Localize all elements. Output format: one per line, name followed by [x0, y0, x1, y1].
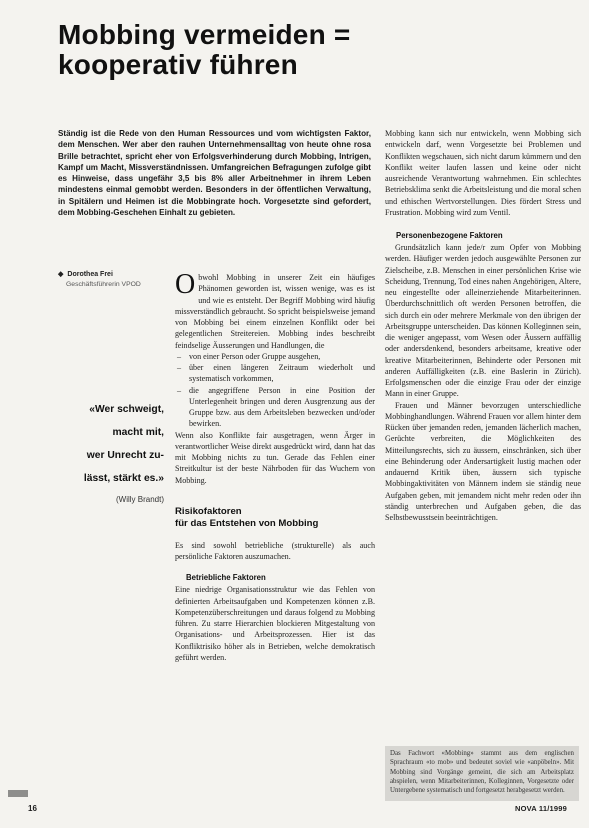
byline-role: Geschäftsführerin VPOD [66, 280, 141, 288]
margin-bar [8, 790, 28, 797]
section-heading [175, 506, 375, 530]
article-column-1 [175, 269, 375, 663]
issue-label: NOVA 11/1999 [515, 804, 568, 813]
body-paragraph: Wenn also Konflikte fair ausgetragen, wenn Ärger in verantwortlicher Weise direkt ausgedrückt wird, dann hat das mit Mobbing nichts zu tun. Gerade das Fehlen einer Streitkultur ist der beste Nährboden für das Wuchern von Mobbing. [175, 430, 375, 485]
pull-quote [58, 398, 164, 510]
sub-heading: Betriebliche Faktoren [186, 573, 266, 583]
pull-quote-source: (Willy Brandt) [115, 495, 164, 504]
body-paragraph: Mobbing kann sich nur entwickeln, wenn Mobbing sich entwickeln darf, wenn Vorgesetzte bei Problemen und Konflikten wegschauen, sich nicht darum kümmern und den Konflikt weiter laufen lassen und keine oder nicht ausreichende Verantwortung wahrnehmen. Ein schlechtes Betriebsklima senkt die Arbeitsleistung und die moral schen und ethischen Wertvorstellungen. Dies fördert Stress und Frustration. Mobbing wird zum Ventil. [385, 129, 581, 217]
pull-quote-line: macht mit, [112, 427, 164, 438]
body-paragraph: Frauen und Männer bevorzugen unterschiedliche Mobbinghandlungen. Während Frauen vor allem hinter dem Rücken über jemanden reden, jemanden lächerlich machen, Gerüchte verbreiten, die Möglichkeiten des Mitteilungsrechts, sich zu äussern, einschränken, sich über eine Behinderung oder Andersartigkeit lustig machen oder andauernd Kritik üben, äussern sich typische Mobbingaktivitäten von Männern indem sie ständig neue Aufgaben geben, mit jemandem nicht mehr reden oder ihn ständig unterbrechen und Aufgaben geben, die das Selbstbewusstsein beeinträchtigen. [385, 400, 581, 522]
list-item: – die angegriffene Person in eine Position der Unterlegenheit bringen und deren Ausgrenzung aus der Gruppe bzw. aus dem Arbeitsleben bezwecken und/oder bewirken. [175, 385, 375, 430]
article-column-2 [385, 128, 581, 523]
pull-quote-line: lässt, stärkt es.» [83, 473, 164, 484]
title-line-1: Mobbing vermeiden = [58, 19, 351, 50]
body-paragraph: Es sind sowohl betriebliche (strukturelle) als auch persönliche Faktoren auszumachen. [175, 540, 375, 561]
byline [58, 270, 164, 289]
pull-quote-line: «Wer schweigt, [89, 404, 164, 415]
pull-quote-line: wer Unrecht zu- [86, 450, 164, 461]
intro-paragraph [175, 269, 375, 351]
info-box: Das Fachwort «Mobbing» stammt aus dem englischen Sprachraum «to mob» und bedeutet soviel wie «anpöbeln». Mit Mobbing sind Vorgänge gemeint, die sich am Arbeitsplatz abspielen, wenn Mitarbeiterinnen, Kolleginnen, Vorgesetzte oder Untergebene systematisch und fortgesetzt herabgesetzt werden. [385, 746, 579, 801]
drop-cap: O [175, 269, 196, 300]
section-heading-line-1: Risikofaktoren [175, 505, 242, 517]
lead-paragraph: Ständig ist die Rede von den Human Ressources und vom wichtigsten Faktor, dem Menschen. Wer aber den rauhen Unternehmensalltag von heute ohne rosa Brille betrachtet, spricht eher von Erfolgsverhinderung durch Mobbing, Intrigen, Kampf um Macht, Missverständnissen. Umfangreichen Befragungen zufolge gibt es Hinweise, dass ungefähr 3,5 bis 8% aller Arbeitnehmer in ihrem Leben mindestens einmal gemobbt werden. Besonders in der öffentlichen Verwaltung, in Spitälern und Heimen ist die Mobbingrate hoch. Vorgesetzte sind gefordert, dem Mobbing-Geschehen Einhalt zu gebieten. [58, 129, 371, 218]
byline-author: ◆ Dorothea Frei [58, 270, 164, 280]
title-line-2: kooperativ führen [58, 49, 298, 80]
page-number: 16 [28, 804, 37, 813]
body-paragraph: Grundsätzlich kann jede/r zum Opfer von Mobbing werden. Häufiger werden jedoch ausgewählte Personen zur Zielscheibe, z.B. Menschen in einer persönlichen Krise wie Scheidung, Trennung, Tod eines nahen Angehörigen, Altere, neu eingestellte oder alleinerziehende Mitarbeiterinnen. Überdurchschnittlich oft werden Personen betroffen, die sich durch ein oder mehrere Merkmale von den übrigen der Arbeitsgruppe unterscheiden. Das können Kolleginnen sein, die weniger angepasst, vom Wesen oder Äussern auffällig oder andersdenkend, besonders arbeitsame, kreative oder kreative Mitarbeiterinnen, Behinderte oder Personen mit anderen Auffälligkeiten (z.B. eine Baslerin in Zürich). Erfolgsmenschen oder die einzige Frau oder der einzige Mann in einer Gruppe. [385, 243, 581, 399]
article-title [58, 20, 538, 80]
body-paragraph: Eine niedrige Organisationsstruktur wie das Fehlen von definierten Arbeitsaufgaben und Kompetenzen können z.B. Kompetenzüberschreitungen und daraus folgend zu Mobbing führen. Zu starre Hierarchien blockieren Mitgestaltung von Organisations- und Arbeitsprozessen. Hier ist das Konfliktrisiko höher als in Betrieben, welche demokratisch geführt werden. [175, 585, 375, 662]
sub-heading: Personenbezogene Faktoren [396, 231, 503, 240]
section-heading-line-2: für das Entstehen von Mobbing [175, 517, 319, 529]
intro-text: bwohl Mobbing in unserer Zeit ein häufiges Phänomen geworden ist, wissen wenige, was es ist und wie es entsteht. Der Begriff Mobbing wird häufig missverständlich gebraucht. So spricht beispielsweise jemand von Mobbing bei einem einzelnen Konflikt oder bei gelegentlichen Streitereien. Mobbing indes beschreibt feindselige Äusserungen und Handlungen, die [175, 273, 375, 350]
definition-list [175, 351, 375, 430]
list-item: – über einen längeren Zeitraum wiederholt und systematisch vorkommen, [175, 362, 375, 385]
list-item: – von einer Person oder Gruppe ausgehen, [175, 351, 375, 362]
